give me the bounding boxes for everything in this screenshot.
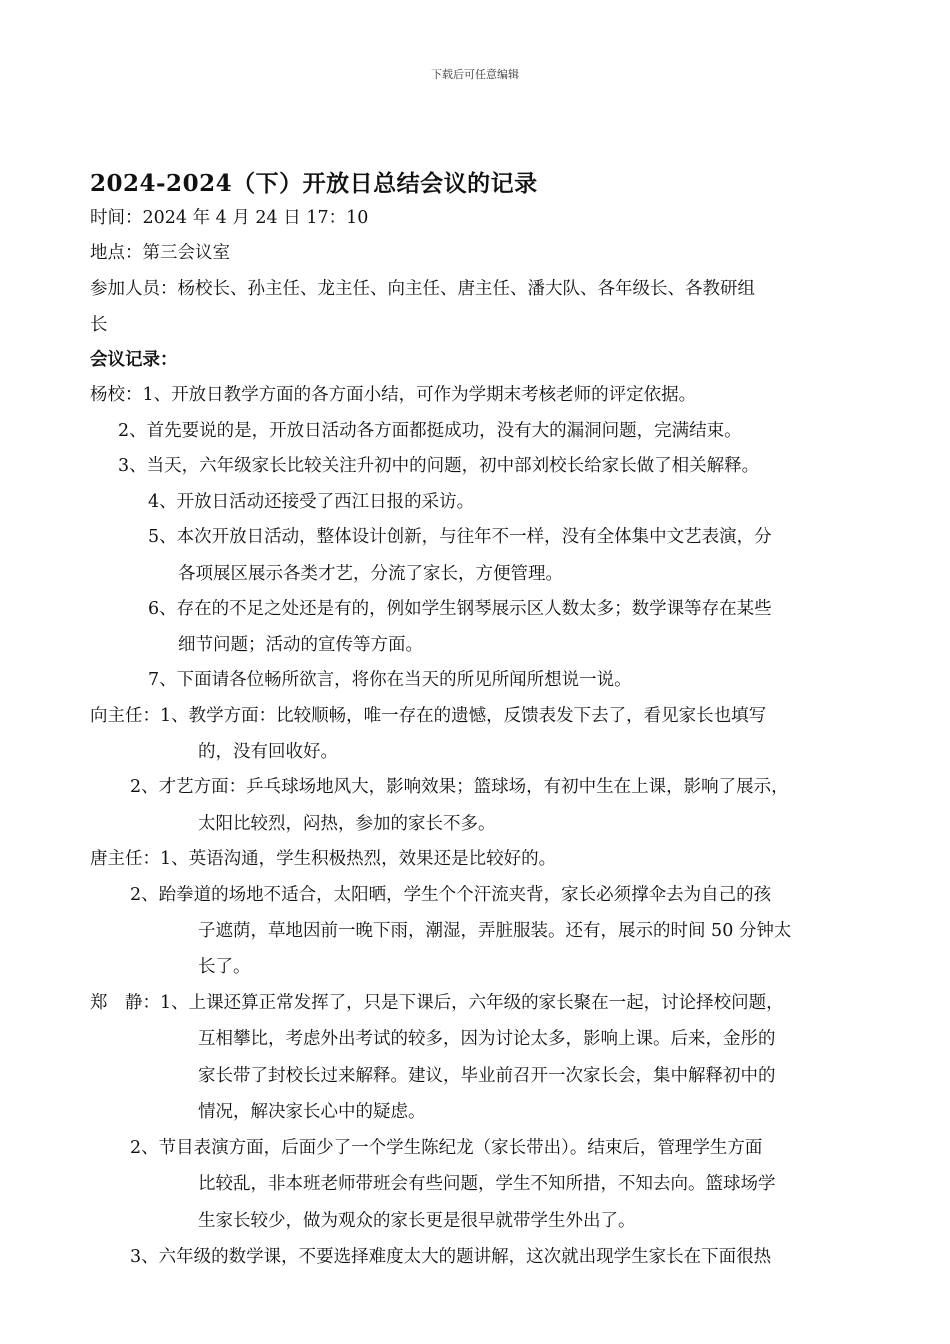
record-line: 生家长较少，做为观众的家长更是很早就带学生外出了。 [198,1211,636,1231]
record-line: 7、下面请各位畅所欲言，将你在当天的所见所闻所想说一说。 [148,670,632,690]
record-line: 5、本次开放日活动，整体设计创新，与往年不一样，没有全体集中文艺表演，分 [148,527,772,547]
record-line: 3、六年级的数学课，不要选择难度太大的题讲解，这次就出现学生家长在下面很热 [130,1247,772,1267]
record-line: 唐主任：1、英语沟通，学生积极热烈，效果还是比较好的。 [90,849,557,869]
record-line: 4、开放日活动还接受了西江日报的采访。 [148,492,475,512]
record-line: 6、存在的不足之处还是有的，例如学生钢琴展示区人数太多；数学课等存在某些 [148,599,772,619]
record-line: 2、跆拳道的场地不适合，太阳晒，学生个个汗流夹背，家长必须撑伞去为自己的孩 [130,885,772,905]
record-line: 郑 静：1、上课还算正常发挥了，只是下课后，六年级的家长聚在一起，讨论择校问题， [90,993,784,1013]
record-line: 2、才艺方面：乒乓球场地风大，影响效果；篮球场，有初中生在上课，影响了展示， [130,777,789,797]
record-line: 家长带了封校长过来解释。建议，毕业前召开一次家长会，集中解释初中的 [198,1066,776,1086]
record-line: 2、节目表演方面，后面少了一个学生陈纪龙（家长带出）。结束后，管理学生方面 [130,1138,763,1158]
record-line: 情况，解决家长心中的疑虑。 [198,1102,426,1122]
record-line: 的，没有回收好。 [198,742,338,762]
record-line: 比较乱，非本班老师带班会有些问题，学生不知所措，不知去向。篮球场学 [198,1174,776,1194]
record-line: 互相攀比，考虑外出考试的较多，因为讨论太多，影响上课。后来，金彤的 [198,1029,776,1049]
meeting-attendees-cont: 长 [90,315,108,335]
record-line: 各项展区展示各类才艺，分流了家长，方便管理。 [178,564,563,584]
record-line: 3、当天，六年级家长比较关注升初中的问题，初中部刘校长给家长做了相关解释。 [118,456,760,476]
meeting-time: 时间：2024 年 4 月 24 日 17：10 [90,208,369,228]
record-line: 细节问题；活动的宣传等方面。 [178,635,423,655]
record-line: 2、首先要说的是，开放日活动各方面都挺成功，没有大的漏洞问题，完满结束。 [118,421,742,441]
record-line: 向主任：1、教学方面：比较顺畅，唯一存在的遗憾，反馈表发下去了，看见家长也填写 [90,706,767,726]
document-title: 2024-2024（下）开放日总结会议的记录 [90,170,538,197]
meeting-place: 地点：第三会议室 [90,243,230,263]
meeting-attendees: 参加人员：杨校长、孙主任、龙主任、向主任、唐主任、潘大队、各年级长、各教研组 [90,279,755,299]
record-line: 子遮荫，草地因前一晚下雨，潮湿，弄脏服装。还有，展示的时间 50 分钟太 [198,921,792,941]
record-line: 太阳比较烈，闷热，参加的家长不多。 [198,814,496,834]
record-line: 杨校：1、开放日教学方面的各方面小结，可作为学期末考核老师的评定依据。 [90,385,697,405]
record-line: 长了。 [198,957,251,977]
record-heading: 会议记录： [90,350,178,370]
header-note: 下载后可任意编辑 [431,68,519,81]
